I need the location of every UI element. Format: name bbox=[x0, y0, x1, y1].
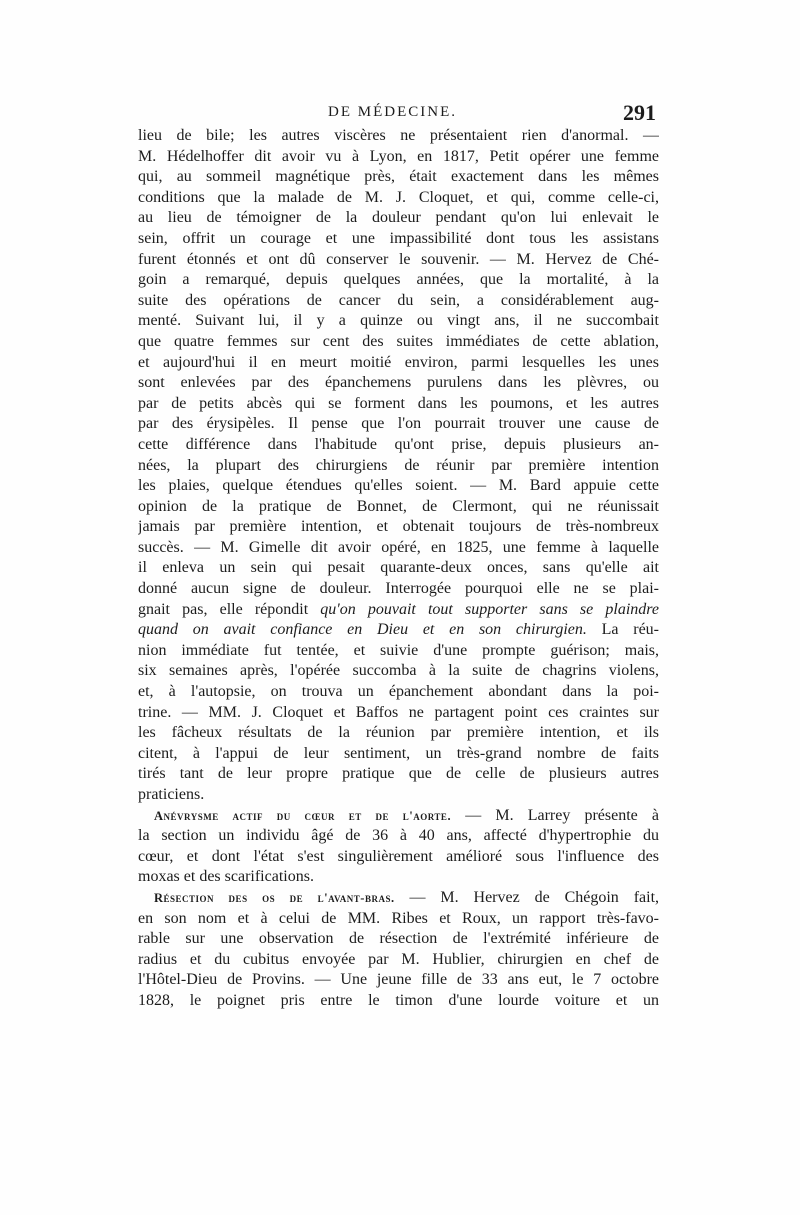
body-text bbox=[138, 126, 659, 1012]
text-line: donné aucun signe de douleur. Interrogée pourquoi elle ne se plai- bbox=[138, 580, 659, 598]
running-title: DE MÉDECINE. bbox=[328, 104, 457, 120]
text-line: praticiens. bbox=[138, 786, 205, 803]
text-line: au lieu de témoigner de la douleur pendant qu'on lui enlevait le bbox=[138, 209, 659, 227]
text-line: M. Hédelhoffer dit avoir vu à Lyon, en 1817, Petit opérer une femme bbox=[138, 147, 659, 165]
section-heading-line bbox=[138, 806, 659, 827]
text-line: les fâcheux résultats de la réunion par première intention, et ils bbox=[138, 724, 659, 742]
text-line: conditions que la malade de M. J. Cloquet, et qui, comme celle-ci, bbox=[138, 188, 659, 206]
text-line: cette différence dans l'habitude qu'ont prise, depuis plusieurs an- bbox=[138, 435, 659, 453]
text-fragment: La réu- bbox=[601, 621, 659, 639]
text-line: par de petits abcès qui se forment dans les poumons, et les autres bbox=[138, 394, 659, 412]
text-fragment: — M. Hervez de Chégoin fait, bbox=[409, 888, 659, 906]
text-line: et, à l'autopsie, on trouva un épanchement abondant dans la poi- bbox=[138, 683, 659, 701]
text-line: nées, la plupart des chirurgiens de réunir par première intention bbox=[138, 456, 659, 474]
text-line: radius et du cubitus envoyée par M. Hublier, chirurgien en chef de bbox=[138, 950, 659, 968]
text-line: menté. Suivant lui, il y a quinze ou vingt ans, il ne succombait bbox=[138, 312, 659, 330]
text-line: qui, au sommeil magnétique près, était exactement dans les mêmes bbox=[138, 168, 659, 186]
section-heading-line bbox=[138, 888, 659, 909]
text-line: citent, à l'appui de leur sentiment, un très-grand nombre de faits bbox=[138, 744, 659, 762]
italic-quote: quand on avait confiance en Dieu et en son chirurgien. bbox=[138, 621, 587, 639]
text-line: la section un individu âgé de 36 à 40 ans, affecté d'hypertrophie du bbox=[138, 827, 659, 845]
text-line: et aujourd'hui il en meurt moitié environ, parmi lesquelles les unes bbox=[138, 353, 659, 371]
text-line: goin a remarqué, depuis quelques années, que la mortalité, à la bbox=[138, 271, 659, 289]
text-line: six semaines après, l'opérée succomba à la suite de chagrins violens, bbox=[138, 662, 659, 680]
text-line: rable sur une observation de résection de l'extrémité inférieure de bbox=[138, 930, 659, 948]
page-number: 291 bbox=[623, 100, 656, 125]
section-heading-aneurysm: Anévrysme actif du cœur et de l'aorte. bbox=[154, 808, 452, 823]
text-line: il enleva un sein qui pesait quarante-deux onces, sans qu'elle ait bbox=[138, 559, 659, 577]
text-line: que quatre femmes sur cent des suites immédiates de cette ablation, bbox=[138, 332, 659, 350]
text-line-with-quote bbox=[138, 620, 659, 641]
text-line: sein, offrit un courage et une impassibilité dont tous les assistans bbox=[138, 229, 659, 247]
text-line: lieu de bile; les autres viscères ne présentaient rien d'anormal. — bbox=[138, 127, 659, 144]
text-line: l'Hôtel-Dieu de Provins. — Une jeune fille de 33 ans eut, le 7 octobre bbox=[138, 971, 659, 989]
text-fragment: gnait pas, elle répondit bbox=[138, 600, 309, 618]
italic-quote: qu'on pouvait tout supporter sans se plaindre bbox=[320, 600, 659, 618]
text-line: par des érysipèles. Il pense que l'on pourrait trouver une cause de bbox=[138, 415, 659, 433]
text-line: nion immédiate fut tentée, et suivie d'une prompte guérison; mais, bbox=[138, 641, 659, 659]
text-line: 1828, le poignet pris entre le timon d'une lourde voiture et un bbox=[138, 991, 659, 1009]
text-line: sont enlevées par des épanchemens purulens dans les plèvres, ou bbox=[138, 374, 659, 392]
text-line: trine. — MM. J. Cloquet et Baffos ne partagent point ces craintes sur bbox=[138, 703, 659, 721]
text-fragment: — M. Larrey présente à bbox=[465, 806, 659, 824]
text-line: moxas et des scarifications. bbox=[138, 868, 314, 886]
text-line: opinion de la pratique de Bonnet, de Clermont, qui ne réunissait bbox=[138, 497, 659, 515]
text-line: furent étonnés et ont dû conserver le souvenir. — M. Hervez de Ché- bbox=[138, 250, 659, 268]
text-line: jamais par première intention, et obtenait toujours de très-nombreux bbox=[138, 518, 659, 536]
section-heading-resection: Résection des os de l'avant-bras. bbox=[154, 890, 395, 905]
text-line: suite des opérations de cancer du sein, a considérablement aug- bbox=[138, 291, 659, 309]
text-line: tirés tant de leur propre pratique que de celle de plusieurs autres bbox=[138, 765, 659, 783]
text-line-with-quote bbox=[138, 600, 659, 621]
text-line: en son nom et à celui de MM. Ribes et Roux, un rapport très-favo- bbox=[138, 909, 659, 927]
text-line: cœur, et dont l'état s'est singulièrement amélioré sous l'influence des bbox=[138, 847, 659, 865]
text-line: succès. — M. Gimelle dit avoir opéré, en 1825, une femme à laquelle bbox=[138, 538, 659, 556]
text-line: les plaies, quelque étendues qu'elles soient. — M. Bard appuie cette bbox=[138, 477, 659, 495]
